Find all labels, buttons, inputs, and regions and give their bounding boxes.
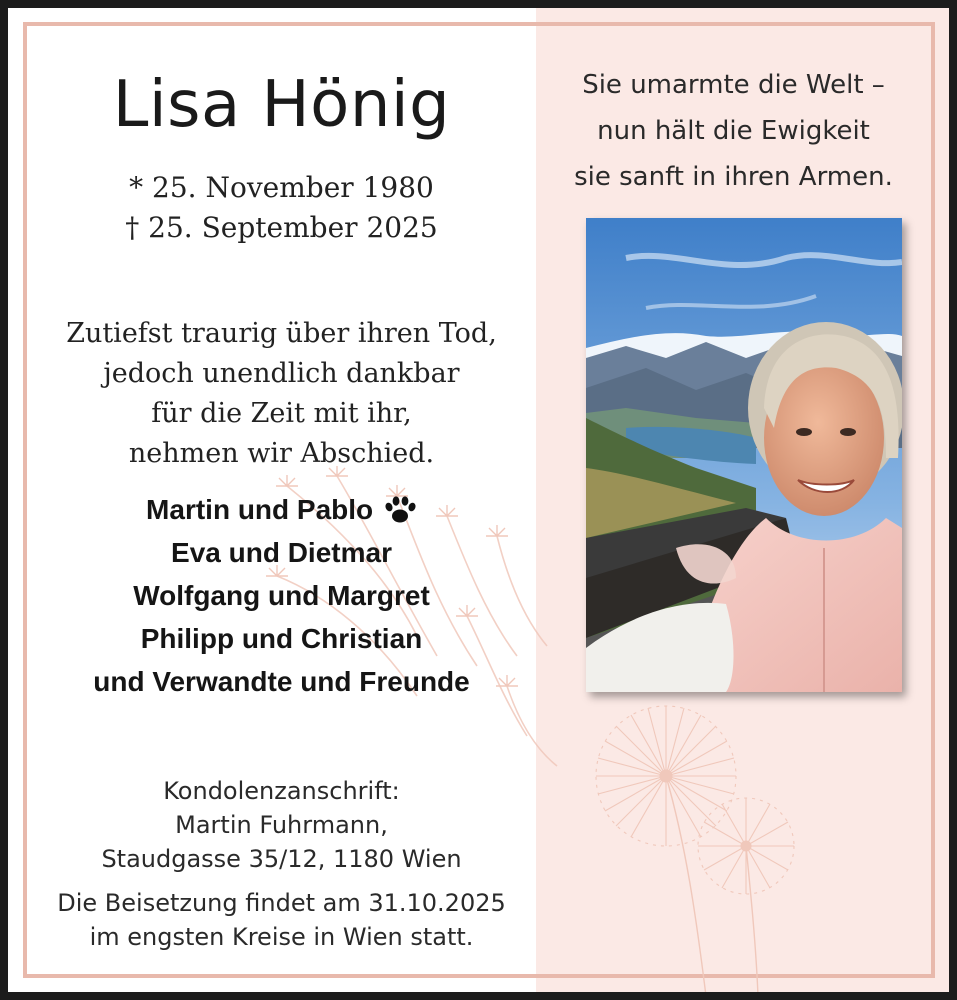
quote-line: Sie umarmte die Welt – <box>582 70 885 100</box>
mourner-row: Philipp und Christian <box>140 623 423 654</box>
right-column <box>536 26 931 974</box>
mourner-row: Eva und Dietmar <box>171 537 392 568</box>
birth-date: * 25. November 1980 <box>129 171 434 204</box>
farewell-line: jedoch unendlich dankbar <box>103 358 460 389</box>
mourner-row: Wolfgang und Margret <box>133 580 430 611</box>
condolence-street: Staudgasse 35/12, 1180 Wien <box>101 845 462 873</box>
quote-line: nun hält die Ewigkeit <box>597 116 870 146</box>
paw-print-icon <box>383 495 417 525</box>
condolence-label: Kondolenzanschrift: <box>163 777 400 805</box>
left-column <box>27 26 536 974</box>
farewell-line: für die Zeit mit ihr, <box>151 398 412 429</box>
deceased-name: Lisa Hönig <box>112 68 451 142</box>
death-date: † 25. September 2025 <box>125 211 438 244</box>
memorial-quote <box>536 62 931 200</box>
condolence-contact-name: Martin Fuhrmann, <box>175 811 388 839</box>
quote-line: sie sanft in ihren Armen. <box>574 162 893 192</box>
mourner-row: und Verwandte und Freunde <box>93 666 470 697</box>
mourners-list <box>27 488 536 703</box>
burial-line: Die Beisetzung findet am 31.10.2025 <box>57 889 506 917</box>
portrait-photo <box>586 218 902 692</box>
burial-line: im engsten Kreise in Wien statt. <box>89 923 474 951</box>
burial-notice <box>27 886 536 954</box>
portrait-image <box>586 218 902 692</box>
farewell-line: nehmen wir Abschied. <box>128 438 435 469</box>
mourner-name: Martin und Pablo <box>146 494 374 525</box>
farewell-text <box>27 314 536 474</box>
life-dates <box>27 168 536 248</box>
farewell-line: Zutiefst traurig über ihren Tod, <box>66 318 497 349</box>
mourner-row <box>27 488 536 531</box>
dandelion-icon <box>576 696 836 996</box>
